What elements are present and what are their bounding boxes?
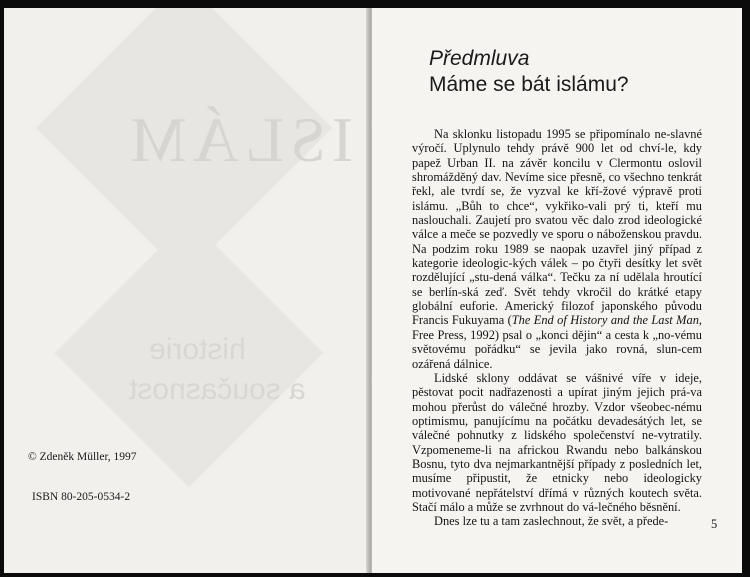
chapter-kicker: Předmluva — [429, 47, 530, 70]
book-title-italic: The End of History and the Last Man — [511, 313, 699, 328]
right-page — [372, 8, 742, 573]
copyright-notice: © Zdeněk Müller, 1997 — [28, 451, 137, 463]
paragraph-2: Lidské sklony oddávat se vášnivé víře v ideje, pěstovat pocit nadřazenosti a upírat jiným jejich prá-va mohou přerůst do válečné hrozby. Vzdor všeobec-nému optimismu, panujícímu na počátku devadesátých let, se válečné pohnutky z lidského společenství ne-vytratily. Vzpomeneme-li na africkou Rwandu nebo balkánskou Bosnu, tyto dva nejmarkantnější případy z posledních let, musíme připustit, že etnicky nebo ideologicky motivované nepřátelství dřímá v různých koutech světa. Stačí málo a může se zvrhnout do vá-lečného běsnění. — [412, 370, 702, 514]
paragraph-3: Dnes lze tu a tam zaslechnout, že svět, a přede- — [434, 514, 669, 529]
show-through-title: ISLÁM — [124, 104, 354, 175]
left-page — [4, 8, 368, 573]
paragraph-1-part-b: , Free Press, 1992) psal o „konci dějin“ a cesta k „no-vému světovému pořádku“ se jevila jako rovná, slun-cem ozářená dálnice. — [412, 313, 702, 371]
chapter-title: Máme se bát islámu? — [429, 73, 629, 96]
isbn-number: ISBN 80-205-0534-2 — [32, 491, 131, 503]
paragraph-1 — [412, 127, 702, 371]
paragraph-1-part-a: Na sklonku listopadu 1995 se připomínalo ne-slavné výročí. Uplynulo tehdy právě 900 let od chví-le, kdy papež Urban II. na závěr koncilu v Clermontu oslovil shromážděný dav. Nevíme sice přesně, co všechno tenkrát řekl, ale tvrdí se, že vyzval ke kří-žové výpravě proti islámu. „Bůh to chce“, vykřiko-vali prý ti, kteří mu naslouchali. Zaujetí pro svatou věc dalo zrod ideologické válce a meče se pozvedly ve sporu o náboženskou pravdu. Na podzim roku 1989 se naopak uzavřel jiný případ z kategorie ideologic-kých válek – po čtyři desítky let svět rozdělující „stu-dená válka“. Tečku za ní udělala hroutící se berlín-ská zeď. Svět tehdy vkročil do krátké etapy globální euforie. Americký filozof japonského původu Francis Fukuyama ( — [412, 127, 702, 328]
show-through-subtitle-1: historie — [149, 333, 246, 366]
page-number: 5 — [711, 517, 718, 531]
body-text — [412, 127, 702, 529]
show-through-subtitle-2: a současnost — [129, 373, 306, 406]
